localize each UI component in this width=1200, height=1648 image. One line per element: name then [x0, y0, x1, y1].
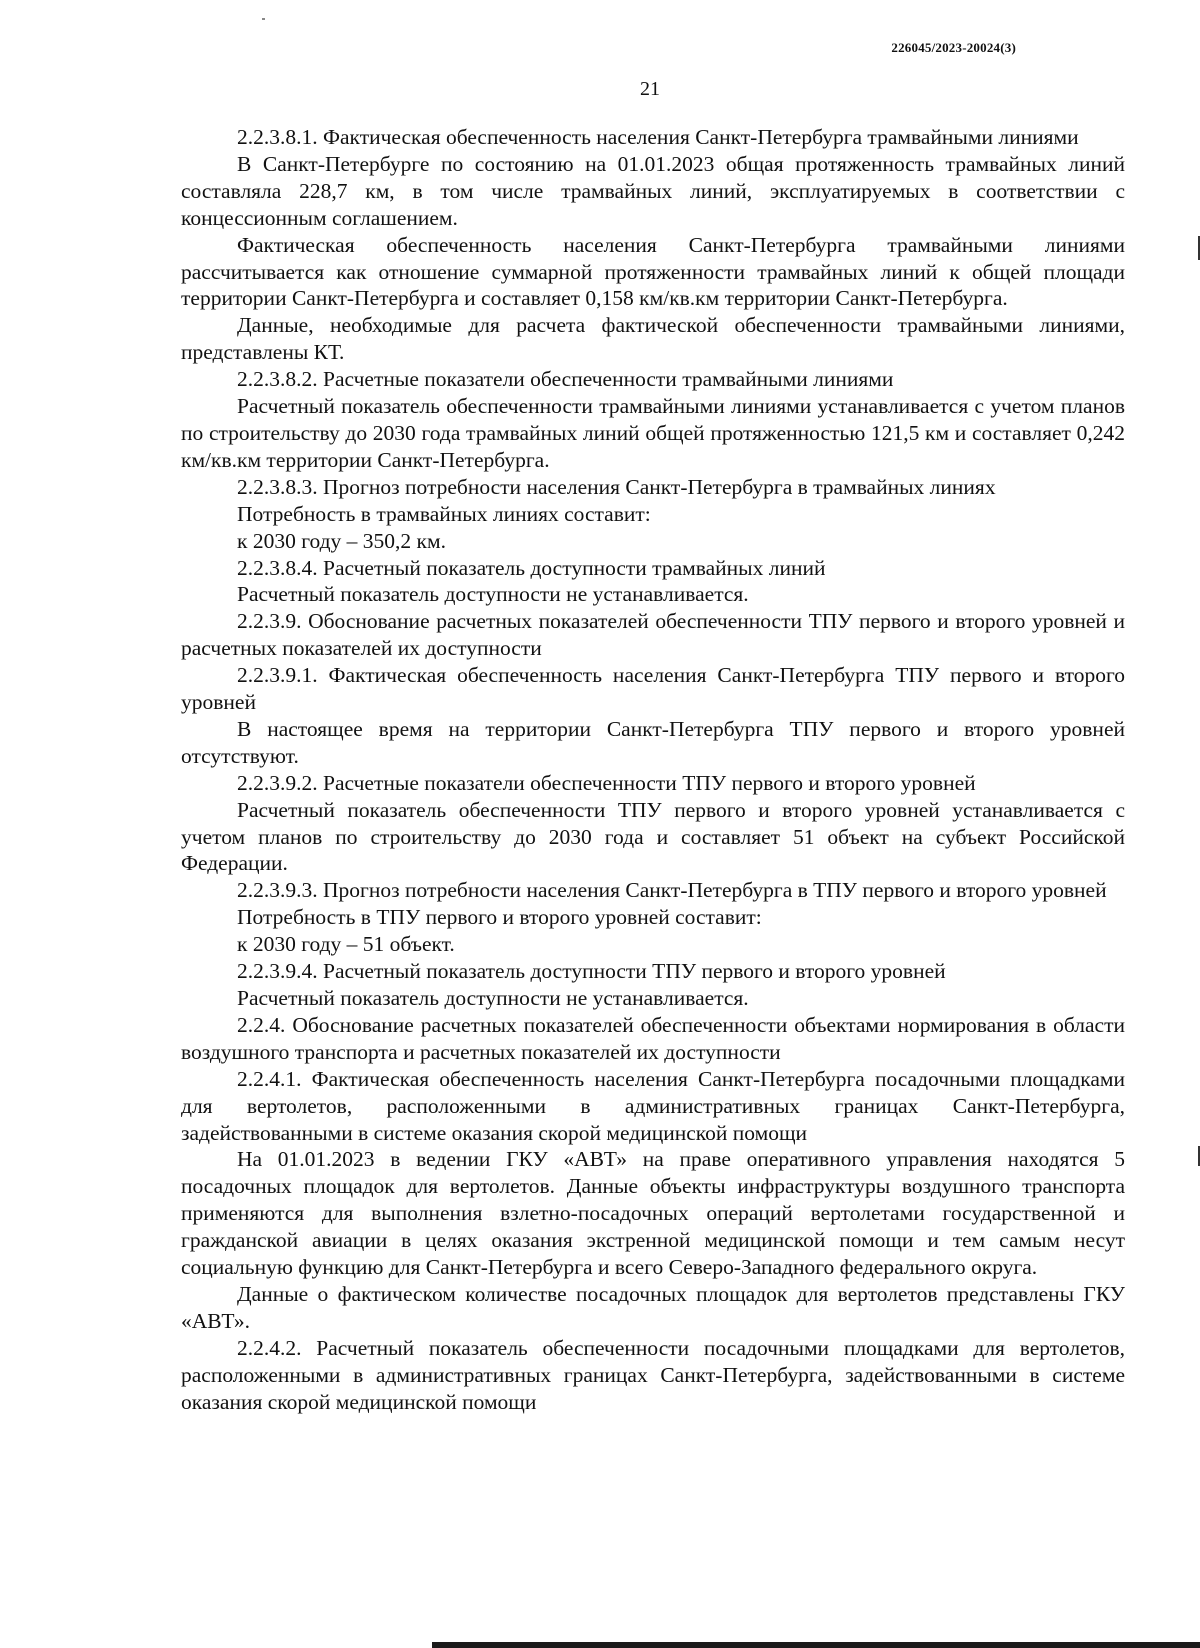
paragraph: Потребность в трамвайных линиях составит: [237, 501, 651, 526]
section-heading-2-2-4-2: 2.2.4.2. Расчетный показатель обеспеченности посадочными площадками для вертолетов, расположенными в административных границах Санкт-Петербурга, задействованными в системе оказания скорой медицинской помощи [181, 1335, 1125, 1414]
paragraph: Данные, необходимые для расчета фактической обеспеченности трамвайными линиями, представлены КТ. [181, 313, 1125, 365]
paragraph: В Санкт-Петербурге по состоянию на 01.01.2023 общая протяженность трамвайных линий составляла 228,7 км, в том числе трамвайных линий, эксплуатируемых в соответствии с концессионным соглашением. [181, 151, 1125, 230]
scan-speck [262, 18, 265, 20]
paragraph: Данные о фактическом количестве посадочных площадок для вертолетов представлены ГКУ «АВТ». [181, 1281, 1125, 1333]
section-heading-2-2-3-8-2: 2.2.3.8.2. Расчетные показатели обеспеченности трамвайными линиями [237, 367, 894, 392]
section-heading-2-2-3-9-2: 2.2.3.9.2. Расчетные показатели обеспеченности ТПУ первого и второго уровней [237, 770, 976, 795]
paragraph: к 2030 году – 350,2 км. [237, 528, 446, 553]
paragraph: Расчетный показатель обеспеченности трамвайными линиями устанавливается с учетом планов по строительству до 2030 года трамвайных линий общей протяженностью 121,5 км и составляет 0,242 км/кв.км территории Санкт-Петербурга. [181, 394, 1125, 472]
paragraph: В настоящее время на территории Санкт-Петербурга ТПУ первого и второго уровней отсутствуют. [181, 716, 1125, 768]
section-heading-2-2-3-9-1: 2.2.3.9.1. Фактическая обеспеченность населения Санкт-Петербурга ТПУ первого и второго уровней [181, 663, 1125, 715]
section-heading-2-2-4: 2.2.4. Обоснование расчетных показателей обеспеченности объектами нормирования в области воздушного транспорта и расчетных показателей их доступности [181, 1012, 1125, 1064]
section-heading-2-2-3-9-3: 2.2.3.9.3. Прогноз потребности населения Санкт-Петербурга в ТПУ первого и второго уровней [237, 878, 1107, 903]
section-heading-2-2-3-9: 2.2.3.9. Обоснование расчетных показателей обеспеченности ТПУ первого и второго уровней и расчетных показателей их доступности [181, 609, 1125, 661]
paragraph: Потребность в ТПУ первого и второго уровней составит: [237, 905, 762, 930]
paragraph: Расчетный показатель доступности не устанавливается. [237, 582, 749, 607]
scan-bottom-edge [432, 1642, 1200, 1648]
paragraph: На 01.01.2023 в ведении ГКУ «АВТ» на праве оперативного управления находятся 5 посадочных площадок для вертолетов. Данные объекты инфраструктуры воздушного транспорта применяются для выполнения взлетно-посадочных операций вертолетами государственной и гражданской авиации в целях оказания экстренной медицинской помощи и тем самым несут социальную функцию для Санкт-Петербурга и всего Северо-Западного федерального округа. [181, 1147, 1125, 1280]
paragraph: Фактическая обеспеченность населения Санкт-Петербурга трамвайными линиями рассчитывается как отношение суммарной протяженности трамвайных линий к общей площади территории Санкт-Петербурга и составляет 0,158 км/кв.км территории Санкт-Петербурга. [181, 232, 1125, 311]
section-heading-2-2-3-9-4: 2.2.3.9.4. Расчетный показатель доступности ТПУ первого и второго уровней [237, 959, 946, 984]
document-body [181, 124, 1125, 1416]
paragraph: к 2030 году – 51 объект. [237, 932, 455, 957]
paragraph: Расчетный показатель обеспеченности ТПУ первого и второго уровней устанавливается с учетом планов по строительству до 2030 года и составляет 51 объект на субъект Российской Федерации. [181, 797, 1125, 876]
document-registration-number: 226045/2023-20024(3) [891, 40, 1016, 55]
section-heading-2-2-3-8-1: 2.2.3.8.1. Фактическая обеспеченность населения Санкт-Петербурга трамвайными линиями [237, 125, 1079, 149]
section-heading-2-2-3-8-4: 2.2.3.8.4. Расчетный показатель доступности трамвайных линий [237, 555, 826, 580]
section-heading-2-2-3-8-3: 2.2.3.8.3. Прогноз потребности населения Санкт-Петербурга в трамвайных линиях [237, 474, 996, 499]
section-heading-2-2-4-1: 2.2.4.1. Фактическая обеспеченность населения Санкт-Петербурга посадочными площадками для вертолетов, расположенными в административных границах Санкт-Петербурга, задействованными в системе оказания скорой медицинской помощи [181, 1066, 1125, 1145]
page-number: 21 [640, 78, 660, 100]
paragraph: Расчетный показатель доступности не устанавливается. [237, 986, 749, 1010]
